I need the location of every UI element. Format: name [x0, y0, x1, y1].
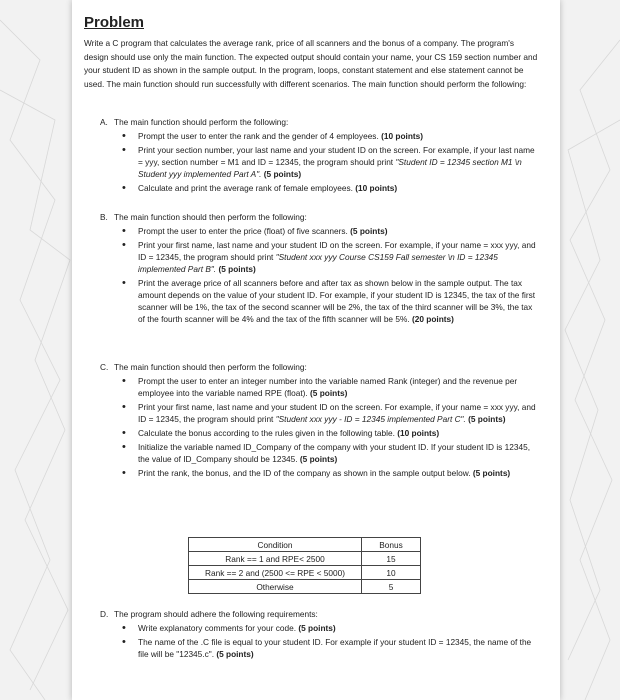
section-heading: The main function should perform the following:: [114, 117, 289, 127]
table-cell: Rank == 1 and RPE< 2500: [189, 552, 362, 566]
list-item: • Initialize the variable named ID_Company of the company with your student ID. If your student ID is 12345, the value of ID_Company should be 12345. (5 points): [120, 441, 540, 465]
table-row: [189, 566, 421, 580]
list-item: • Print your section number, your last name and your student ID on the screen. For example, if your last name = yyy, section number = M1 and ID = 12345, the program should print "Student ID = 12345 section M1 \n Student yyy implemented Part A". (5 points): [120, 144, 540, 180]
list-item: • Calculate and print the average rank of female employees. (10 points): [120, 182, 540, 194]
list-item: • Prompt the user to enter an integer number into the variable named Rank (integer) and the revenue per employee into the variable named RPE (float). (5 points): [120, 375, 540, 399]
table-cell: 10: [362, 566, 421, 580]
table-header: Bonus: [362, 538, 421, 552]
problem-intro: Write a C program that calculates the average rank, price of all scanners and the bonus of a company. The program's design should use only the main function. The expected output should contain your name, your CS 159 section number and your student ID as shown in the sample output. In the program, loops, constant statement and else statement cannot be used. The main function should run successfully with different scenarios. The main function should perform the following:: [84, 38, 538, 89]
section-letter: A.: [100, 117, 108, 127]
section-c: [100, 361, 540, 481]
section-a: [100, 116, 540, 196]
page-title: Problem: [84, 14, 145, 31]
section-letter: C.: [100, 362, 109, 372]
section-letter: B.: [100, 212, 108, 222]
table-header: Condition: [189, 538, 362, 552]
table-header-row: [189, 538, 421, 552]
document-page: [72, 0, 560, 700]
table-cell: 5: [362, 580, 421, 594]
table-row: [189, 552, 421, 566]
section-heading: The program should adhere the following requirements:: [114, 609, 318, 619]
table-cell: Otherwise: [189, 580, 362, 594]
section-heading: The main function should then perform the following:: [114, 212, 307, 222]
table-row: [189, 580, 421, 594]
table-cell: 15: [362, 552, 421, 566]
list-item: • Print the average price of all scanners before and after tax as shown below in the sample output. The tax amount depends on the value of your student ID. For example, if your student ID is 12345, the tax of the first scanner will be 1%, the tax of the second scanner will be 2%, the tax of the third scanner will be 3%, the tax of the fourth scanner will be 4% and the tax of the fifth scanner will be 5%. (20 points): [120, 277, 540, 325]
list-item: • Print the rank, the bonus, and the ID of the company as shown in the sample output below. (5 points): [120, 467, 540, 479]
list-item: • Calculate the bonus according to the rules given in the following table. (10 points): [120, 427, 540, 439]
section-letter: D.: [100, 609, 109, 619]
list-item: • Prompt the user to enter the rank and the gender of 4 employees. (10 points): [120, 130, 540, 142]
bonus-table: [188, 537, 421, 594]
list-item: • Write explanatory comments for your code. (5 points): [120, 622, 540, 634]
section-b: [100, 211, 540, 327]
table-cell: Rank == 2 and (2500 <= RPE < 5000): [189, 566, 362, 580]
list-item: • Print your first name, last name and your student ID on the screen. For example, if your name = xxx yyy, and ID = 12345, the program should print "Student xxx yyy - ID = 12345 implemented Part C". (5 points): [120, 401, 540, 425]
list-item: • Print your first name, last name and your student ID on the screen. For example, if your name = xxx yyy, and ID = 12345, the program should print "Student xxx yyy Course CS159 Fall semester \n ID = 12345 implemented Part B". (5 points): [120, 239, 540, 275]
list-item: • The name of the .C file is equal to your student ID. For example if your student ID = 12345, the name of the file will be "12345.c". (5 points): [120, 636, 540, 660]
section-heading: The main function should then perform the following:: [114, 362, 307, 372]
list-item: • Prompt the user to enter the price (float) of five scanners. (5 points): [120, 225, 540, 237]
section-d: [100, 608, 540, 662]
